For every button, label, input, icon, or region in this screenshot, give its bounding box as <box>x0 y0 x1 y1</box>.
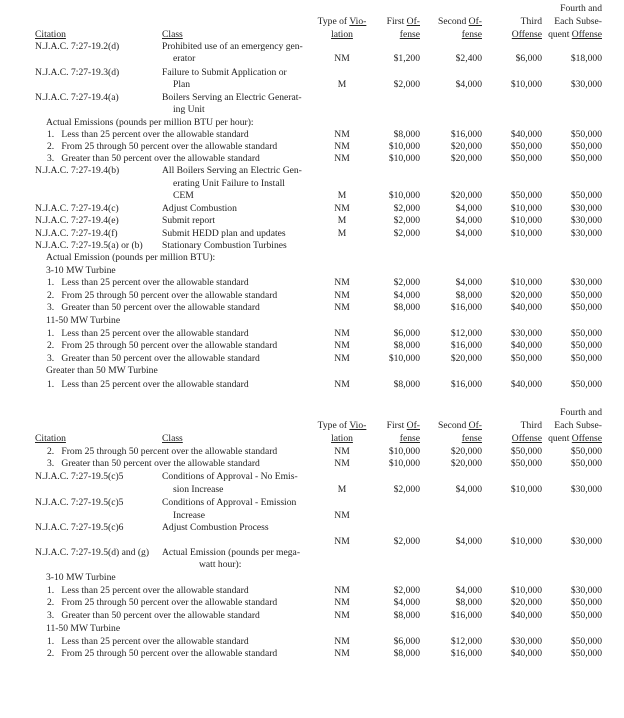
list-item: 2. From 25 through 50 percent over the allowable standard <box>47 648 278 659</box>
header-fourth-text-u: Offense <box>571 433 602 444</box>
violation-type: NM <box>334 446 350 457</box>
citation: N.J.A.C. 7:27-19.4(e) <box>35 215 119 226</box>
second-offense: $4,000 <box>455 203 482 214</box>
fourth-offense: $50,000 <box>570 648 602 659</box>
third-offense: $10,000 <box>510 79 542 90</box>
table-row <box>0 522 624 534</box>
first-offense: $10,000 <box>388 458 420 469</box>
table-row <box>0 497 624 509</box>
first-offense: $10,000 <box>388 153 420 164</box>
first-offense: $2,000 <box>393 228 420 239</box>
second-offense: $20,000 <box>450 190 482 201</box>
subheading: 3-10 MW Turbine <box>46 265 116 276</box>
violation-type: NM <box>334 585 350 596</box>
fourth-offense: $50,000 <box>570 458 602 469</box>
violation-type: M <box>337 215 347 226</box>
class: Conditions of Approval - No Emis- <box>162 471 298 482</box>
fourth-offense: $50,000 <box>570 190 602 201</box>
header-fourth-line3 <box>540 29 602 42</box>
table-row <box>0 141 624 153</box>
violation-type: NM <box>334 340 350 351</box>
violation-type: NM <box>334 277 350 288</box>
header-fourth-line1: Fourth and <box>560 3 602 14</box>
first-offense: $8,000 <box>393 129 420 140</box>
citation: N.J.A.C. 7:27-19.3(d) <box>35 67 120 78</box>
table-row <box>0 41 624 53</box>
header-second-line1 <box>420 16 482 29</box>
table-row <box>0 648 624 660</box>
violation-type: NM <box>334 379 350 390</box>
fourth-offense: $18,000 <box>570 53 602 64</box>
header-type-line2: lation <box>331 29 353 40</box>
class-continued: ing Unit <box>173 104 205 115</box>
table-row <box>0 328 624 340</box>
third-offense: $50,000 <box>510 153 542 164</box>
class-continued: Increase <box>173 510 205 521</box>
violation-type: NM <box>334 129 350 140</box>
header-first-text: First <box>386 420 407 431</box>
fourth-offense: $50,000 <box>570 610 602 621</box>
first-offense: $8,000 <box>393 648 420 659</box>
first-offense: $6,000 <box>393 328 420 339</box>
second-offense: $16,000 <box>450 610 482 621</box>
header-second-text: Second <box>438 420 469 431</box>
table-row <box>0 365 624 377</box>
fourth-offense: $30,000 <box>570 585 602 596</box>
table-row <box>0 458 624 470</box>
table-row <box>0 215 624 227</box>
table-row <box>0 379 624 391</box>
violation-type: NM <box>334 597 350 608</box>
third-offense: $10,000 <box>510 215 542 226</box>
third-offense: $10,000 <box>510 484 542 495</box>
table-header <box>0 0 624 40</box>
fourth-offense: $50,000 <box>570 353 602 364</box>
header-type-text-u: Vio- <box>349 16 367 27</box>
header-first-line2: fense <box>399 433 420 444</box>
subheading: Greater than 50 MW Turbine <box>46 365 158 376</box>
header-type-line1 <box>316 420 368 433</box>
second-offense: $8,000 <box>455 290 482 301</box>
table-row <box>0 165 624 177</box>
header-first-line1 <box>368 16 420 29</box>
second-offense: $4,000 <box>455 79 482 90</box>
subheading: 11-50 MW Turbine <box>46 623 121 634</box>
first-offense: $6,000 <box>393 636 420 647</box>
header-fourth-text: quent <box>548 433 572 444</box>
violation-type: NM <box>334 648 350 659</box>
third-offense: $50,000 <box>510 141 542 152</box>
list-item: 1. Less than 25 percent over the allowable standard <box>47 379 249 390</box>
first-offense: $4,000 <box>393 597 420 608</box>
fourth-offense: $50,000 <box>570 141 602 152</box>
third-offense: $50,000 <box>510 190 542 201</box>
header-class: Class <box>162 29 183 40</box>
fourth-offense: $30,000 <box>570 228 602 239</box>
third-offense: $30,000 <box>510 636 542 647</box>
third-offense: $50,000 <box>510 353 542 364</box>
table-row <box>0 610 624 622</box>
second-offense: $16,000 <box>450 340 482 351</box>
table-row <box>0 153 624 165</box>
class-continued: CEM <box>173 190 194 201</box>
list-item: 1. Less than 25 percent over the allowable standard <box>47 129 249 140</box>
citation: N.J.A.C. 7:27-19.4(c) <box>35 203 119 214</box>
second-offense: $16,000 <box>450 379 482 390</box>
header-second-text: Second <box>438 16 469 27</box>
header-first-line1 <box>368 420 420 433</box>
third-offense: $50,000 <box>510 458 542 469</box>
second-offense: $4,000 <box>455 215 482 226</box>
class-continued: sion Increase <box>173 484 224 495</box>
fourth-offense: $30,000 <box>570 536 602 547</box>
second-offense: $16,000 <box>450 302 482 313</box>
first-offense: $8,000 <box>393 610 420 621</box>
first-offense: $10,000 <box>388 446 420 457</box>
class: Stationary Combustion Turbines <box>162 240 287 251</box>
first-offense: $8,000 <box>393 302 420 313</box>
violation-type: M <box>337 79 347 90</box>
table-row <box>0 471 624 483</box>
third-offense: $50,000 <box>510 446 542 457</box>
second-offense: $12,000 <box>450 328 482 339</box>
table-row <box>0 104 624 116</box>
table-row <box>0 240 624 252</box>
table-row <box>0 510 624 522</box>
first-offense: $8,000 <box>393 340 420 351</box>
table-row <box>0 79 624 91</box>
table-row <box>0 597 624 609</box>
citation: N.J.A.C. 7:27-19.5(a) or (b) <box>35 240 143 251</box>
violation-type: NM <box>334 141 350 152</box>
first-offense: $8,000 <box>393 379 420 390</box>
third-offense: $10,000 <box>510 585 542 596</box>
class: Actual Emission (pounds per mega- <box>162 547 301 558</box>
class-continued: watt hour): <box>199 559 242 570</box>
fourth-offense: $50,000 <box>570 153 602 164</box>
table-row <box>0 178 624 190</box>
table-row <box>0 228 624 240</box>
violation-type: M <box>337 190 347 201</box>
class: Failure to Submit Application or <box>162 67 287 78</box>
header-fourth-line2: Each Subse- <box>554 420 602 431</box>
second-offense: $20,000 <box>450 141 482 152</box>
first-offense: $2,000 <box>393 277 420 288</box>
second-offense: $16,000 <box>450 648 482 659</box>
first-offense: $10,000 <box>388 141 420 152</box>
citation: N.J.A.C. 7:27-19.5(c)6 <box>35 522 124 533</box>
list-item: 3. Greater than 50 percent over the allowable standard <box>47 610 260 621</box>
violation-type: M <box>337 228 347 239</box>
class: Adjust Combustion <box>162 203 237 214</box>
citation: N.J.A.C. 7:27-19.5(c)5 <box>35 497 124 508</box>
violation-type: NM <box>334 536 350 547</box>
list-item: 1. Less than 25 percent over the allowable standard <box>47 636 249 647</box>
list-item: 3. Greater than 50 percent over the allowable standard <box>47 458 260 469</box>
second-offense: $12,000 <box>450 636 482 647</box>
third-offense: $30,000 <box>510 328 542 339</box>
class: Adjust Combustion Process <box>162 522 269 533</box>
third-offense: $40,000 <box>510 340 542 351</box>
class: Submit report <box>162 215 216 226</box>
subheading: 3-10 MW Turbine <box>46 572 116 583</box>
third-offense: $40,000 <box>510 648 542 659</box>
class: Prohibited use of an emergency gen- <box>162 41 303 52</box>
header-fourth-text-u: Offense <box>571 29 602 40</box>
first-offense: $4,000 <box>393 290 420 301</box>
violation-type: NM <box>334 153 350 164</box>
second-offense: $4,000 <box>455 484 482 495</box>
table-row <box>0 353 624 365</box>
third-offense: $20,000 <box>510 290 542 301</box>
first-offense: $10,000 <box>388 353 420 364</box>
second-offense: $8,000 <box>455 597 482 608</box>
third-offense: $6,000 <box>515 53 542 64</box>
third-offense: $10,000 <box>510 203 542 214</box>
list-item: 3. Greater than 50 percent over the allowable standard <box>47 353 260 364</box>
table-row <box>0 623 624 635</box>
table-row <box>0 559 624 571</box>
class: Submit HEDD plan and updates <box>162 228 286 239</box>
table-row <box>0 290 624 302</box>
header-class: Class <box>162 433 183 444</box>
class-continued: erator <box>173 53 196 64</box>
second-offense: $16,000 <box>450 129 482 140</box>
subheading: Actual Emission (pounds per million BTU): <box>46 252 216 263</box>
fourth-offense: $50,000 <box>570 290 602 301</box>
header-second-text-u: Of- <box>468 16 482 27</box>
citation: N.J.A.C. 7:27-19.4(a) <box>35 92 119 103</box>
header-type-line1 <box>316 16 368 29</box>
fourth-offense: $50,000 <box>570 636 602 647</box>
third-offense: $40,000 <box>510 379 542 390</box>
header-type-text: Type of <box>317 420 350 431</box>
header-third-line1: Third <box>520 16 542 27</box>
subheading: 11-50 MW Turbine <box>46 315 121 326</box>
header-third-line2: Offense <box>511 433 542 444</box>
citation: N.J.A.C. 7:27-19.4(f) <box>35 228 118 239</box>
third-offense: $10,000 <box>510 277 542 288</box>
table-row <box>0 585 624 597</box>
third-offense: $10,000 <box>510 228 542 239</box>
table-row <box>0 190 624 202</box>
class: All Boilers Serving an Electric Gen- <box>162 165 302 176</box>
violation-type: NM <box>334 302 350 313</box>
fourth-offense: $30,000 <box>570 215 602 226</box>
header-fourth-line3 <box>540 433 602 446</box>
header-first-text-u: Of- <box>406 420 420 431</box>
list-item: 1. Less than 25 percent over the allowable standard <box>47 585 249 596</box>
fourth-offense: $50,000 <box>570 302 602 313</box>
fourth-offense: $50,000 <box>570 446 602 457</box>
table-row <box>0 129 624 141</box>
table-header <box>0 404 624 444</box>
table-row <box>0 340 624 352</box>
first-offense: $2,000 <box>393 484 420 495</box>
table-row <box>0 572 624 584</box>
class: Conditions of Approval - Emission <box>162 497 297 508</box>
fourth-offense: $30,000 <box>570 79 602 90</box>
first-offense: $1,200 <box>393 53 420 64</box>
header-second-line2: fense <box>461 433 482 444</box>
second-offense: $20,000 <box>450 153 482 164</box>
list-item: 2. From 25 through 50 percent over the allowable standard <box>47 340 278 351</box>
first-offense: $2,000 <box>393 203 420 214</box>
list-item: 2. From 25 through 50 percent over the allowable standard <box>47 446 278 457</box>
header-second-line1 <box>420 420 482 433</box>
citation: N.J.A.C. 7:27-19.5(d) and (g) <box>35 547 150 558</box>
list-item: 2. From 25 through 50 percent over the allowable standard <box>47 290 278 301</box>
table-row <box>0 265 624 277</box>
header-type-text-u: Vio- <box>349 420 367 431</box>
second-offense: $4,000 <box>455 277 482 288</box>
table-row <box>0 547 624 559</box>
second-offense: $2,400 <box>455 53 482 64</box>
table-row <box>0 315 624 327</box>
first-offense: $2,000 <box>393 536 420 547</box>
header-first-text-u: Of- <box>406 16 420 27</box>
table-row <box>0 117 624 129</box>
class-continued: erating Unit Failure to Install <box>173 178 285 189</box>
header-type-line2: lation <box>331 433 353 444</box>
third-offense: $20,000 <box>510 597 542 608</box>
fourth-offense: $50,000 <box>570 129 602 140</box>
third-offense: $40,000 <box>510 610 542 621</box>
header-fourth-text: quent <box>548 29 572 40</box>
violation-type: NM <box>334 458 350 469</box>
first-offense: $2,000 <box>393 79 420 90</box>
violation-type: M <box>337 484 347 495</box>
header-second-line2: fense <box>461 29 482 40</box>
list-item: 2. From 25 through 50 percent over the allowable standard <box>47 141 278 152</box>
list-item: 3. Greater than 50 percent over the allowable standard <box>47 153 260 164</box>
second-offense: $20,000 <box>450 446 482 457</box>
first-offense: $2,000 <box>393 215 420 226</box>
class-continued: Plan <box>173 79 191 90</box>
header-fourth-line1: Fourth and <box>560 407 602 418</box>
violation-type: NM <box>334 328 350 339</box>
fourth-offense: $50,000 <box>570 379 602 390</box>
third-offense: $10,000 <box>510 536 542 547</box>
fourth-offense: $30,000 <box>570 484 602 495</box>
violation-type: NM <box>334 610 350 621</box>
fourth-offense: $30,000 <box>570 277 602 288</box>
table-row <box>0 92 624 104</box>
header-type-text: Type of <box>317 16 350 27</box>
table-row <box>0 67 624 79</box>
first-offense: $2,000 <box>393 585 420 596</box>
table-row <box>0 484 624 496</box>
list-item: 3. Greater than 50 percent over the allowable standard <box>47 302 260 313</box>
class: Boilers Serving an Electric Generat- <box>162 92 302 103</box>
fourth-offense: $50,000 <box>570 597 602 608</box>
second-offense: $4,000 <box>455 228 482 239</box>
table-row <box>0 277 624 289</box>
third-offense: $40,000 <box>510 129 542 140</box>
table-row <box>0 203 624 215</box>
second-offense: $20,000 <box>450 353 482 364</box>
header-third-line2: Offense <box>511 29 542 40</box>
table-row <box>0 302 624 314</box>
list-item: 1. Less than 25 percent over the allowable standard <box>47 328 249 339</box>
fourth-offense: $50,000 <box>570 328 602 339</box>
violation-type: NM <box>334 53 350 64</box>
table-row <box>0 53 624 65</box>
first-offense: $10,000 <box>388 190 420 201</box>
header-second-text-u: Of- <box>468 420 482 431</box>
fourth-offense: $50,000 <box>570 340 602 351</box>
list-item: 1. Less than 25 percent over the allowable standard <box>47 277 249 288</box>
violation-type: NM <box>334 636 350 647</box>
fourth-offense: $30,000 <box>570 203 602 214</box>
citation: N.J.A.C. 7:27-19.4(b) <box>35 165 120 176</box>
second-offense: $4,000 <box>455 585 482 596</box>
header-first-line2: fense <box>399 29 420 40</box>
second-offense: $20,000 <box>450 458 482 469</box>
header-third-line1: Third <box>520 420 542 431</box>
violation-type: NM <box>334 353 350 364</box>
violation-type: NM <box>334 510 350 521</box>
citation: N.J.A.C. 7:27-19.2(d) <box>35 41 120 52</box>
violation-type: NM <box>334 290 350 301</box>
header-citation: Citation <box>35 29 66 40</box>
header-citation: Citation <box>35 433 66 444</box>
table-row <box>0 252 624 264</box>
header-first-text: First <box>386 16 407 27</box>
second-offense: $4,000 <box>455 536 482 547</box>
subheading: Actual Emissions (pounds per million BTU per hour): <box>46 117 254 128</box>
table-row <box>0 636 624 648</box>
third-offense: $40,000 <box>510 302 542 313</box>
citation: N.J.A.C. 7:27-19.5(c)5 <box>35 471 124 482</box>
table-row <box>0 446 624 458</box>
violation-type: NM <box>334 203 350 214</box>
header-fourth-line2: Each Subse- <box>554 16 602 27</box>
list-item: 2. From 25 through 50 percent over the allowable standard <box>47 597 278 608</box>
